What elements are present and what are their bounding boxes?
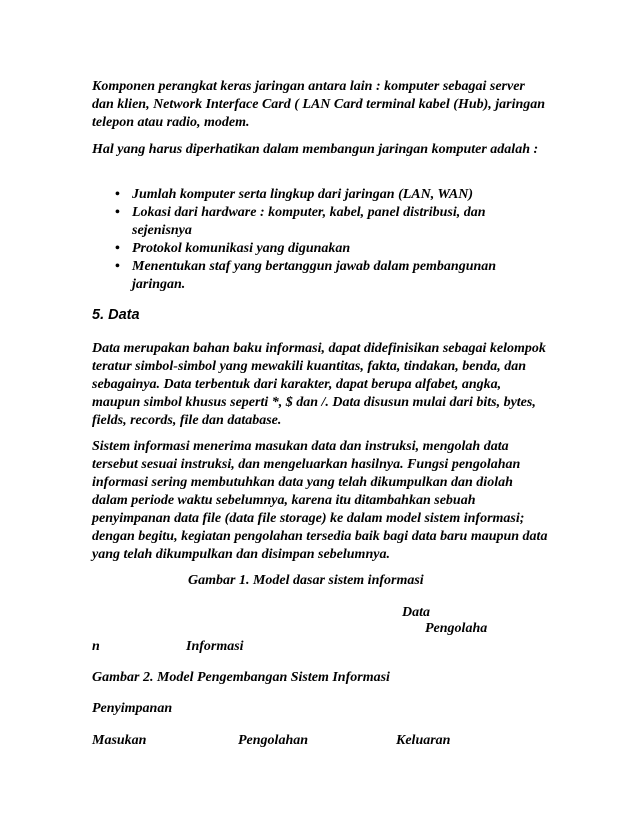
list-item: • Lokasi dari hardware : komputer, kabel, panel distribusi, dan sejenisnya (92, 204, 548, 240)
figure2-label-masukan: Masukan (92, 733, 147, 748)
figure1-caption: Gambar 1. Model dasar sistem informasi (188, 573, 424, 588)
figure1-label-informasi: Informasi (186, 639, 244, 654)
section-heading: 5. Data (92, 307, 140, 323)
paragraph-hardware-components: Komponen perangkat keras jaringan antara lain : komputer sebagai server dan klien, Network Interface Card ( LAN Card terminal kabel (Hub), jaringan telepon atau radio, modem. (92, 79, 546, 130)
list-item: • Menentukan staf yang bertanggun jawab dalam pembangunan jaringan. (92, 258, 548, 294)
considerations-list (92, 186, 548, 294)
paragraph-data-definition: Data merupakan bahan baku informasi, dapat didefinisikan sebagai kelompok teratur simbol-simbol yang mewakili kuantitas, fakta, tindakan, benda, dan sebagainya. Data terbentuk dari karakter, dapat berupa alfabet, angka, maupun simbol khusus seperti *, $ dan /. Data disusun mulai dari bits, bytes, fields, records, file dan database. (92, 341, 546, 428)
figure1-label-pengolaha: Pengolaha (425, 621, 488, 636)
paragraph-network-considerations: Hal yang harus diperhatikan dalam membangun jaringan komputer adalah : (92, 142, 539, 157)
figure1-label-data: Data (402, 605, 430, 620)
figure2-label-penyimpanan: Penyimpanan (92, 701, 173, 716)
figure2-label-pengolahan: Pengolahan (238, 733, 309, 748)
figure2-caption: Gambar 2. Model Pengembangan Sistem Informasi (92, 670, 390, 685)
figure1-label-n: n (92, 639, 100, 654)
list-item: • Protokol komunikasi yang digunakan (92, 240, 548, 258)
list-item: • Jumlah komputer serta lingkup dari jaringan (LAN, WAN) (92, 186, 548, 204)
paragraph-information-system: Sistem informasi menerima masukan data dan instruksi, mengolah data tersebut sesuai instruksi, dan mengeluarkan hasilnya. Fungsi pengolahan informasi sering membutuhkan data yang telah dikumpulkan dan diolah dalam periode waktu sebelumnya, karena itu ditambahkan sebuah penyimpanan data file (data file storage) ke dalam model sistem informasi; dengan begitu, kegiatan pengolahan tersedia baik bagi data baru maupun data yang telah dikumpulkan dan disimpan sebelumnya. (92, 439, 548, 562)
figure2-label-keluaran: Keluaran (396, 733, 451, 748)
